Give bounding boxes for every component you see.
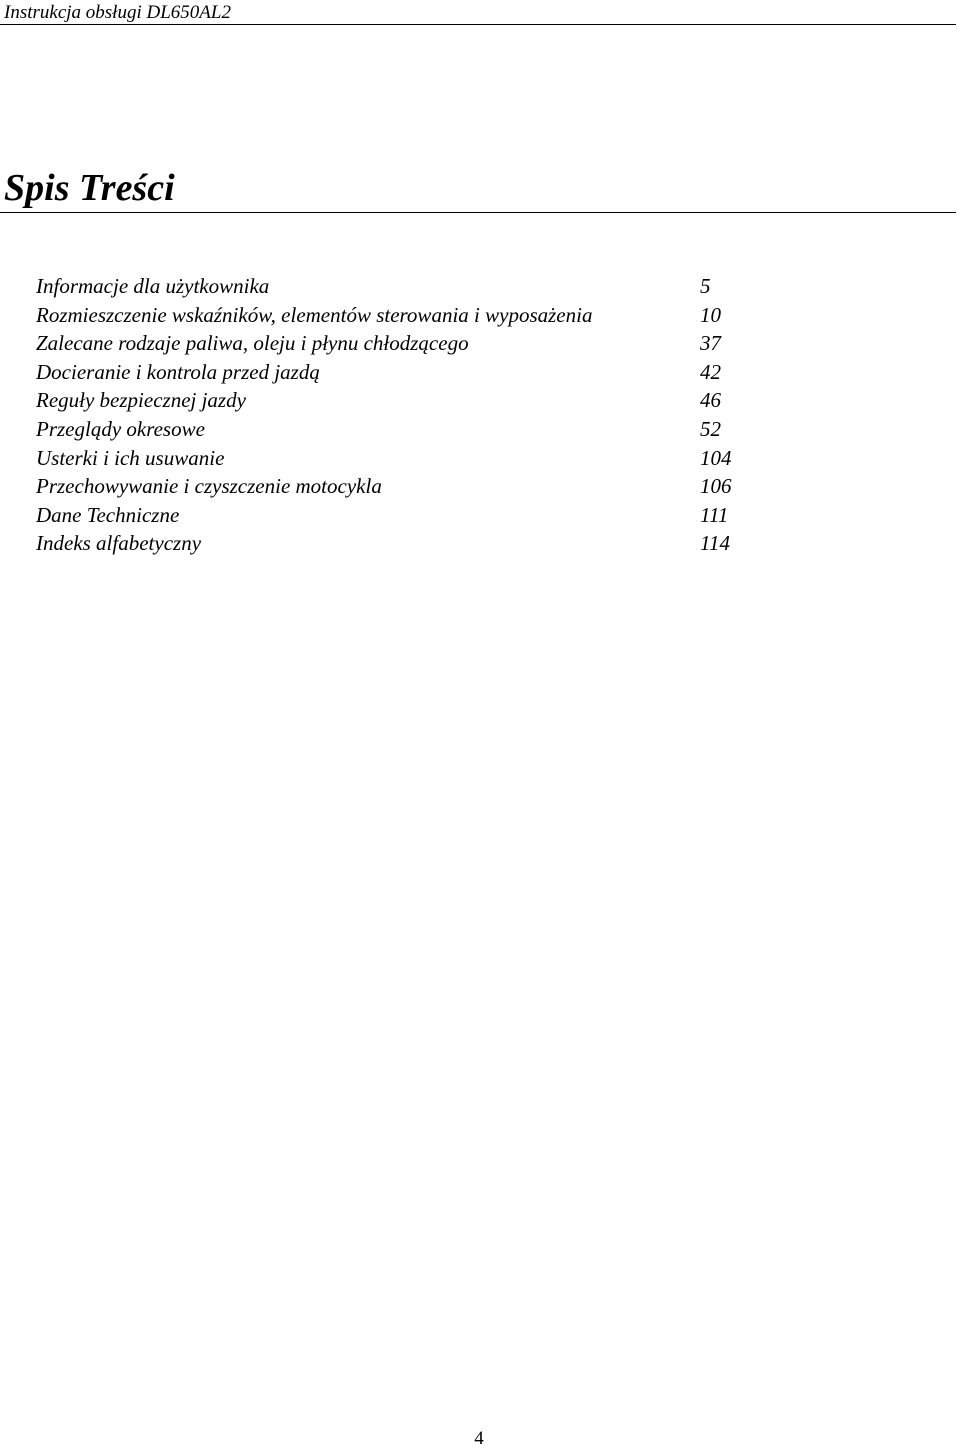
toc-entry[interactable]: [36, 444, 756, 473]
toc-entry-page: 10: [700, 302, 721, 327]
toc-entry-label: Przeglądy okresowe: [36, 416, 205, 441]
toc-entry-label: Dane Techniczne: [36, 502, 180, 527]
toc-entry-page: 114: [700, 531, 730, 556]
toc-entry-page: 52: [700, 416, 721, 441]
page-number-text: 4: [474, 1428, 484, 1449]
toc-entry-page: 37: [700, 331, 721, 356]
page-number: [0, 1428, 960, 1450]
toc-entry-page: 42: [700, 359, 721, 384]
toc-entry-label: Informacje dla użytkownika: [36, 274, 270, 298]
page-title: Spis Treści: [4, 167, 175, 209]
toc-entry[interactable]: [36, 386, 756, 415]
toc-entry-label: Indeks alfabetyczny: [36, 531, 202, 556]
toc-entry[interactable]: [36, 415, 756, 444]
toc-entry-page: 5: [700, 274, 711, 298]
toc-entry[interactable]: [36, 358, 756, 387]
toc-entry-page: 111: [700, 502, 729, 527]
table-of-contents: [36, 272, 756, 558]
header-divider: [0, 24, 956, 25]
toc-entry-label: Zalecane rodzaje paliwa, oleju i płynu chłodzącego: [36, 331, 469, 356]
toc-entry-page: 104: [700, 445, 732, 470]
toc-entry-label: Rozmieszczenie wskaźników, elementów sterowania i wyposażenia: [36, 302, 593, 327]
toc-entry[interactable]: [36, 501, 756, 530]
toc-entry-page: 106: [700, 474, 732, 499]
toc-entry-label: Usterki i ich usuwanie: [36, 445, 225, 470]
running-header: Instrukcja obsługi DL650AL2: [4, 2, 231, 23]
toc-entry-label: Reguły bezpiecznej jazdy: [36, 388, 246, 413]
toc-entry-label: Docieranie i kontrola przed jazdą: [36, 359, 320, 384]
toc-entry[interactable]: [36, 272, 756, 301]
toc-entry-label: Przechowywanie i czyszczenie motocykla: [36, 474, 382, 499]
toc-entry[interactable]: [36, 301, 756, 330]
toc-entry[interactable]: [36, 329, 756, 358]
title-divider: [0, 212, 956, 213]
toc-entry-page: 46: [700, 388, 721, 413]
toc-entry[interactable]: [36, 472, 756, 501]
toc-entry[interactable]: [36, 529, 756, 558]
